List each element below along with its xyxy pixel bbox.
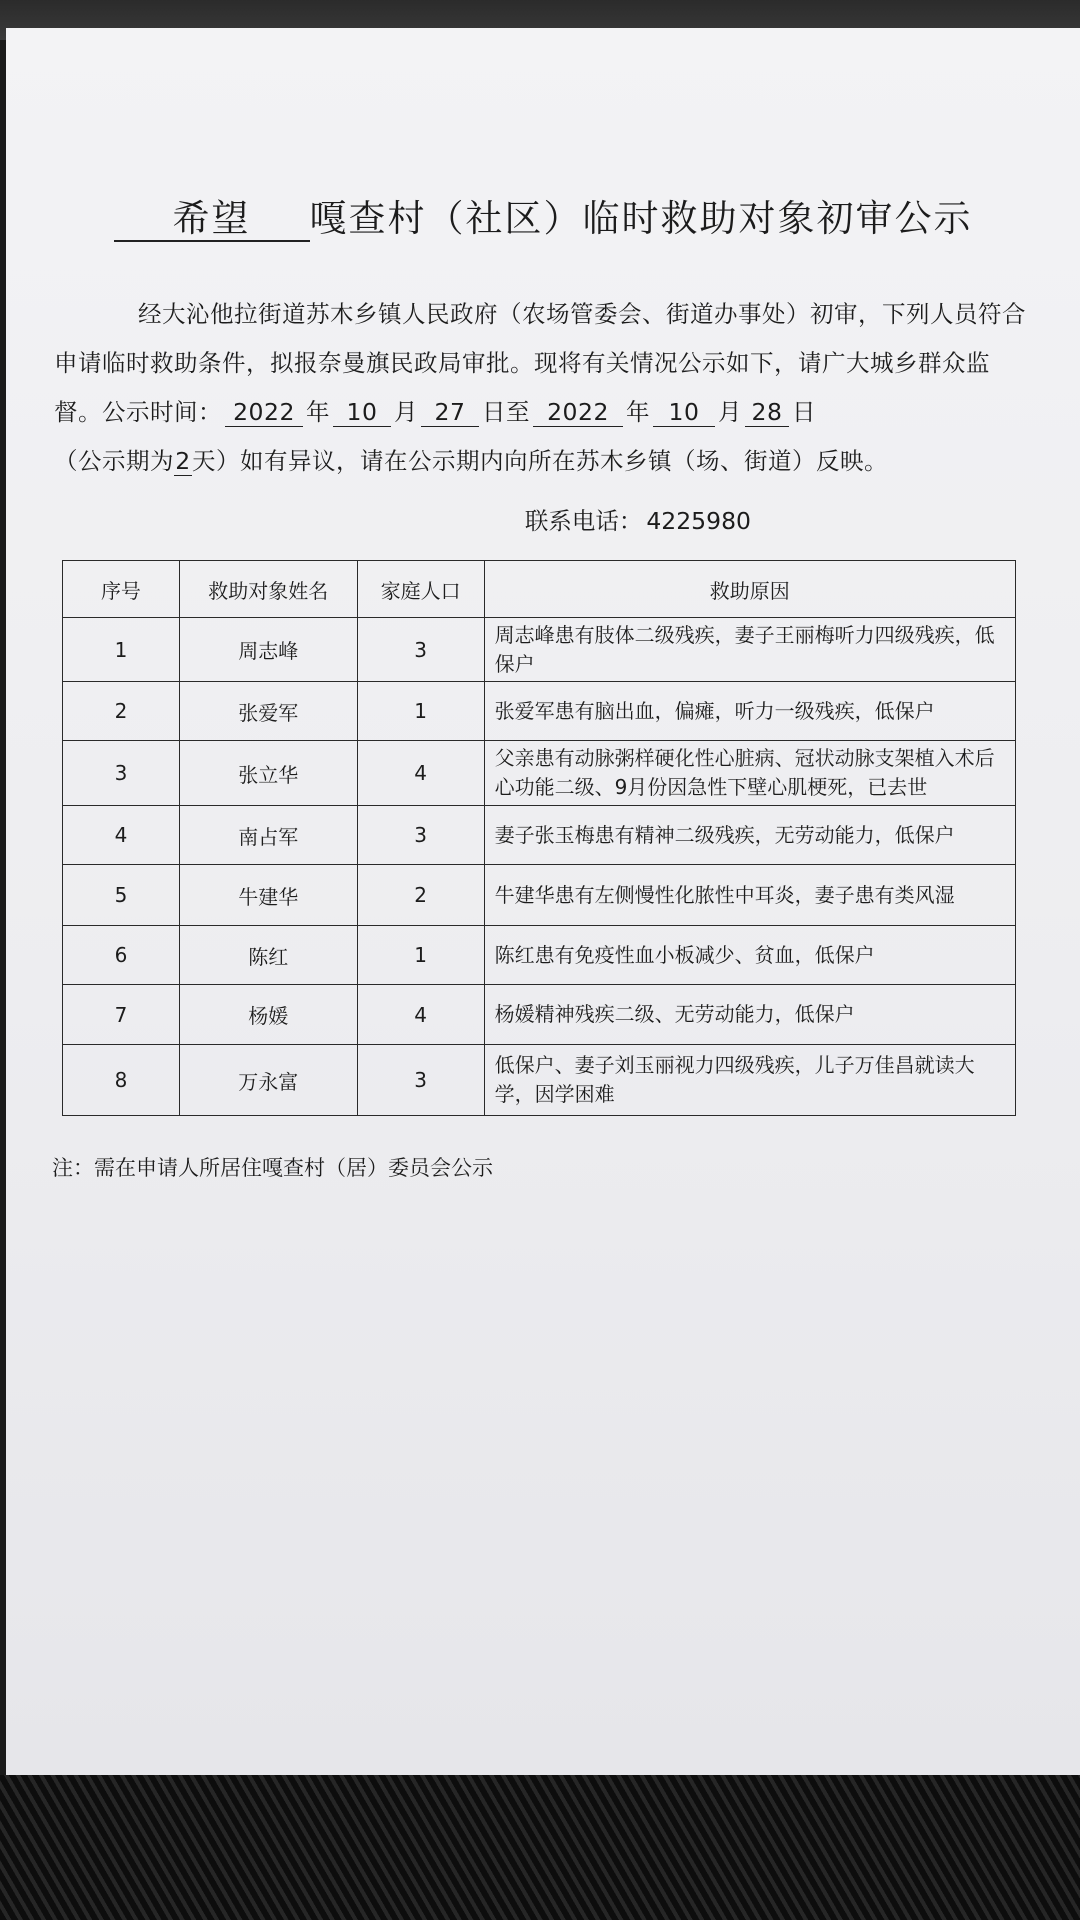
cell-no: 7 bbox=[63, 985, 180, 1045]
table-row bbox=[63, 806, 1016, 865]
cell-name: 陈红 bbox=[179, 926, 357, 985]
relief-table bbox=[62, 560, 1016, 1116]
table-row bbox=[63, 985, 1016, 1045]
cell-name: 张爱军 bbox=[179, 682, 357, 741]
cell-population: 3 bbox=[357, 806, 484, 865]
cell-reason: 陈红患有免疫性血小板减少、贫血，低保户 bbox=[484, 926, 1015, 985]
cell-no: 3 bbox=[63, 741, 180, 806]
contact-line bbox=[6, 502, 751, 536]
cell-population: 3 bbox=[357, 618, 484, 682]
header-population: 家庭人口 bbox=[357, 561, 484, 618]
cell-population: 4 bbox=[357, 741, 484, 806]
cell-name: 牛建华 bbox=[179, 865, 357, 926]
cell-no: 5 bbox=[63, 865, 180, 926]
cell-population: 1 bbox=[357, 682, 484, 741]
table-row bbox=[63, 682, 1016, 741]
title-text: 嘎查村（社区）临时救助对象初审公示 bbox=[309, 197, 973, 240]
table-row bbox=[63, 741, 1016, 806]
notice-paragraph bbox=[54, 290, 1029, 486]
period-prefix: （公示期为 bbox=[54, 447, 174, 475]
year-label: 年 bbox=[306, 398, 330, 426]
cell-name: 杨媛 bbox=[179, 985, 357, 1045]
table-header-row bbox=[63, 561, 1016, 618]
cell-no: 4 bbox=[63, 806, 180, 865]
notice-paper bbox=[6, 28, 1080, 1783]
cell-name: 张立华 bbox=[179, 741, 357, 806]
start-month: 10 bbox=[333, 398, 391, 427]
cell-no: 8 bbox=[63, 1045, 180, 1116]
start-day: 27 bbox=[421, 398, 479, 427]
cell-reason: 低保户、妻子刘玉丽视力四级残疾，儿子万佳昌就读大学，因学困难 bbox=[484, 1045, 1015, 1116]
header-reason: 救助原因 bbox=[484, 561, 1015, 618]
intro-text: 经大沁他拉街道苏木乡镇人民政府（农场管委会、街道办事处）初审，下列人员符合申请临时救助条件，拟报奈曼旗民政局审批。现将有关情况公示如下，请广大城乡群众监督。公示时间： bbox=[54, 300, 1026, 426]
day-label: 日 bbox=[792, 398, 816, 426]
cell-reason: 牛建华患有左侧慢性化脓性中耳炎，妻子患有类风湿 bbox=[484, 865, 1015, 926]
cell-reason: 张爱军患有脑出血，偏瘫，听力一级残疾，低保户 bbox=[484, 682, 1015, 741]
cell-reason: 妻子张玉梅患有精神二级残疾，无劳动能力，低保户 bbox=[484, 806, 1015, 865]
title-village-blank: 希望 bbox=[114, 199, 310, 242]
end-month: 10 bbox=[653, 398, 715, 427]
cell-reason: 周志峰患有肢体二级残疾，妻子王丽梅听力四级残疾，低保户 bbox=[484, 618, 1015, 682]
header-name: 救助对象姓名 bbox=[179, 561, 357, 618]
month-label: 月 bbox=[394, 398, 418, 426]
contact-phone: 4225980 bbox=[646, 507, 751, 535]
period-suffix: 天）如有异议，请在公示期内向所在苏木乡镇（场、街道）反映。 bbox=[192, 447, 888, 475]
start-year: 2022 bbox=[225, 398, 303, 427]
cell-name: 周志峰 bbox=[179, 618, 357, 682]
cell-reason: 杨媛精神残疾二级、无劳动能力，低保户 bbox=[484, 985, 1015, 1045]
end-day: 28 bbox=[745, 398, 789, 427]
cell-population: 4 bbox=[357, 985, 484, 1045]
contact-label: 联系电话： bbox=[524, 507, 643, 535]
photo-background-bottom bbox=[0, 1775, 1080, 1920]
cell-population: 2 bbox=[357, 865, 484, 926]
period-days: 2 bbox=[175, 447, 191, 475]
month-label-2: 月 bbox=[718, 398, 742, 426]
cell-no: 6 bbox=[63, 926, 180, 985]
table-row bbox=[63, 618, 1016, 682]
cell-population: 1 bbox=[357, 926, 484, 985]
footnote: 注：需在申请人所居住嘎查村（居）委员会公示 bbox=[52, 1156, 493, 1180]
cell-name: 南占军 bbox=[179, 806, 357, 865]
cell-reason: 父亲患有动脉粥样硬化性心脏病、冠状动脉支架植入术后心功能二级、9月份因急性下壁心肌梗死，已去世 bbox=[484, 741, 1015, 806]
cell-no: 2 bbox=[63, 682, 180, 741]
table-row bbox=[63, 865, 1016, 926]
end-year: 2022 bbox=[533, 398, 623, 427]
year-label-2: 年 bbox=[626, 398, 650, 426]
table-row bbox=[63, 1045, 1016, 1116]
cell-name: 万永富 bbox=[179, 1045, 357, 1116]
to-label: 日至 bbox=[482, 398, 530, 426]
table-row bbox=[63, 926, 1016, 985]
header-no: 序号 bbox=[63, 561, 180, 618]
cell-population: 3 bbox=[357, 1045, 484, 1116]
cell-no: 1 bbox=[63, 618, 180, 682]
notice-title bbox=[6, 188, 1080, 242]
